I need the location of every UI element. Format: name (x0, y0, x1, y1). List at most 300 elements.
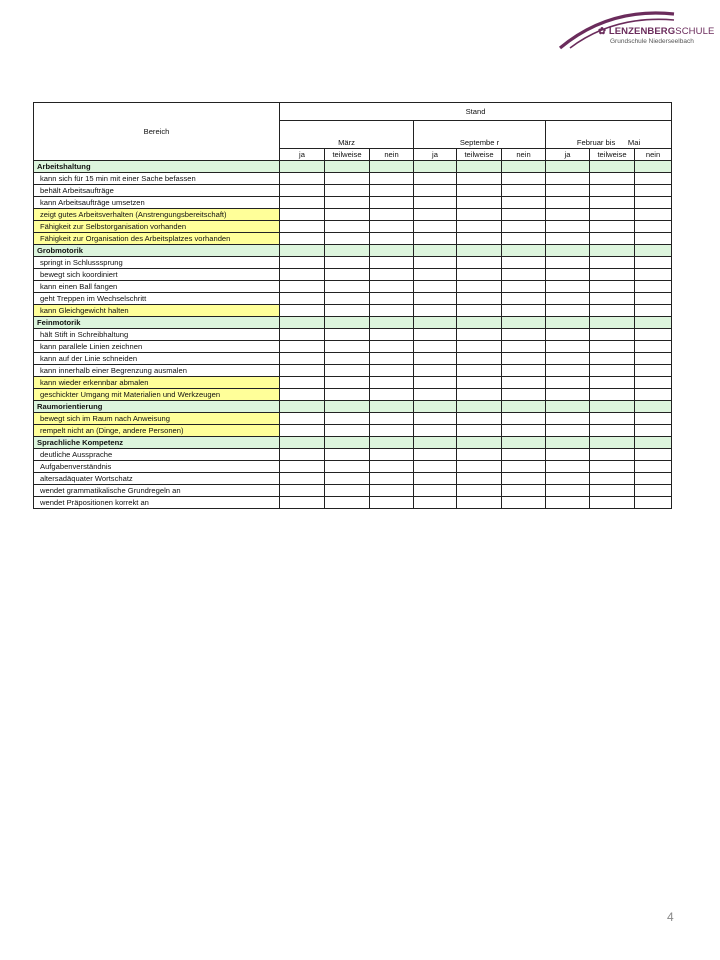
rating-cell[interactable] (590, 353, 635, 365)
rating-cell[interactable] (280, 449, 325, 461)
rating-cell[interactable] (414, 269, 457, 281)
rating-cell[interactable] (280, 389, 325, 401)
rating-cell[interactable] (370, 161, 414, 173)
rating-cell[interactable] (457, 365, 502, 377)
sub-column-header: teilweise (590, 149, 635, 161)
rating-cell[interactable] (635, 305, 672, 317)
rating-cell[interactable] (280, 281, 325, 293)
rating-cell[interactable] (457, 377, 502, 389)
rating-cell[interactable] (546, 473, 590, 485)
rating-cell[interactable] (502, 281, 546, 293)
rating-cell[interactable] (370, 185, 414, 197)
rating-cell[interactable] (414, 173, 457, 185)
assessment-table (33, 102, 672, 509)
rating-cell[interactable] (280, 437, 325, 449)
rating-cell[interactable] (546, 401, 590, 413)
rating-cell[interactable] (457, 185, 502, 197)
rating-cell[interactable] (546, 281, 590, 293)
rating-cell[interactable] (370, 437, 414, 449)
criterion-label: kann sich für 15 min mit einer Sache befassen (34, 173, 280, 185)
rating-cell[interactable] (590, 389, 635, 401)
rating-cell[interactable] (414, 365, 457, 377)
rating-cell[interactable] (590, 437, 635, 449)
table-row (34, 449, 672, 461)
rating-cell[interactable] (280, 497, 325, 509)
rating-cell[interactable] (414, 413, 457, 425)
rating-cell[interactable] (546, 329, 590, 341)
rating-cell[interactable] (590, 197, 635, 209)
criterion-label: kann innerhalb einer Begrenzung ausmalen (34, 365, 280, 377)
rating-cell[interactable] (457, 257, 502, 269)
rating-cell[interactable] (414, 353, 457, 365)
rating-cell[interactable] (457, 497, 502, 509)
rating-cell[interactable] (635, 389, 672, 401)
rating-cell[interactable] (635, 437, 672, 449)
rating-cell[interactable] (502, 377, 546, 389)
rating-cell[interactable] (635, 365, 672, 377)
rating-cell[interactable] (546, 425, 590, 437)
rating-cell[interactable] (590, 485, 635, 497)
rating-cell[interactable] (502, 449, 546, 461)
rating-cell[interactable] (635, 485, 672, 497)
rating-cell[interactable] (370, 473, 414, 485)
rating-cell[interactable] (590, 305, 635, 317)
rating-cell[interactable] (280, 233, 325, 245)
rating-cell[interactable] (280, 413, 325, 425)
rating-cell[interactable] (280, 245, 325, 257)
rating-cell[interactable] (414, 461, 457, 473)
page-number: 4 (667, 910, 674, 924)
rating-cell[interactable] (325, 161, 370, 173)
rating-cell[interactable] (370, 365, 414, 377)
table-row (34, 353, 672, 365)
rating-cell[interactable] (370, 485, 414, 497)
rating-cell[interactable] (502, 425, 546, 437)
rating-cell[interactable] (590, 185, 635, 197)
rating-cell[interactable] (502, 485, 546, 497)
sub-column-header: ja (414, 149, 457, 161)
rating-cell[interactable] (370, 281, 414, 293)
rating-cell[interactable] (590, 269, 635, 281)
rating-cell[interactable] (590, 293, 635, 305)
rating-cell[interactable] (280, 401, 325, 413)
rating-cell[interactable] (502, 269, 546, 281)
rating-cell[interactable] (502, 329, 546, 341)
rating-cell[interactable] (546, 353, 590, 365)
rating-cell[interactable] (635, 233, 672, 245)
rating-cell[interactable] (414, 185, 457, 197)
criterion-label: behält Arbeitsaufträge (34, 185, 280, 197)
rating-cell[interactable] (635, 209, 672, 221)
rating-cell[interactable] (370, 341, 414, 353)
rating-cell[interactable] (546, 209, 590, 221)
rating-cell[interactable] (546, 449, 590, 461)
sub-column-header: nein (635, 149, 672, 161)
section-row (34, 401, 672, 413)
rating-cell[interactable] (635, 401, 672, 413)
rating-cell[interactable] (546, 161, 590, 173)
rating-cell[interactable] (370, 461, 414, 473)
rating-cell[interactable] (370, 497, 414, 509)
rating-cell[interactable] (280, 365, 325, 377)
rating-cell[interactable] (502, 161, 546, 173)
rating-cell[interactable] (502, 341, 546, 353)
rating-cell[interactable] (502, 413, 546, 425)
rating-cell[interactable] (325, 293, 370, 305)
table-row (34, 257, 672, 269)
criterion-label: bewegt sich koordiniert (34, 269, 280, 281)
table-row (34, 485, 672, 497)
rating-cell[interactable] (457, 281, 502, 293)
rating-cell[interactable] (414, 341, 457, 353)
rating-cell[interactable] (635, 281, 672, 293)
rating-cell[interactable] (457, 233, 502, 245)
rating-cell[interactable] (414, 245, 457, 257)
section-row (34, 245, 672, 257)
rating-cell[interactable] (325, 281, 370, 293)
rating-cell[interactable] (370, 425, 414, 437)
rating-cell[interactable] (280, 209, 325, 221)
rating-cell[interactable] (635, 329, 672, 341)
logo-brand-bold: LENZENBERG (608, 26, 676, 37)
rating-cell[interactable] (546, 377, 590, 389)
rating-cell[interactable] (502, 401, 546, 413)
rating-cell[interactable] (325, 473, 370, 485)
rating-cell[interactable] (414, 437, 457, 449)
rating-cell[interactable] (414, 329, 457, 341)
rating-cell[interactable] (280, 353, 325, 365)
rating-cell[interactable] (280, 269, 325, 281)
rating-cell[interactable] (325, 233, 370, 245)
rating-cell[interactable] (457, 221, 502, 233)
rating-cell[interactable] (590, 449, 635, 461)
rating-cell[interactable] (370, 233, 414, 245)
rating-cell[interactable] (325, 437, 370, 449)
rating-cell[interactable] (370, 257, 414, 269)
rating-cell[interactable] (370, 389, 414, 401)
rating-cell[interactable] (590, 245, 635, 257)
table-row (34, 305, 672, 317)
rating-cell[interactable] (370, 305, 414, 317)
rating-cell[interactable] (590, 233, 635, 245)
rating-cell[interactable] (325, 401, 370, 413)
rating-cell[interactable] (590, 281, 635, 293)
rating-cell[interactable] (635, 449, 672, 461)
rating-cell[interactable] (502, 461, 546, 473)
rating-cell[interactable] (280, 185, 325, 197)
criterion-label: wendet grammatikalische Grundregeln an (34, 485, 280, 497)
rating-cell[interactable] (325, 185, 370, 197)
rating-cell[interactable] (457, 245, 502, 257)
rating-cell[interactable] (590, 221, 635, 233)
criterion-label: altersadäquater Wortschatz (34, 473, 280, 485)
table-row (34, 269, 672, 281)
rating-cell[interactable] (457, 269, 502, 281)
rating-cell[interactable] (370, 245, 414, 257)
rating-cell[interactable] (502, 185, 546, 197)
rating-cell[interactable] (590, 257, 635, 269)
criterion-label: geschickter Umgang mit Materialien und Werkzeugen (34, 389, 280, 401)
rating-cell[interactable] (635, 341, 672, 353)
rating-cell[interactable] (546, 437, 590, 449)
rating-cell[interactable] (590, 173, 635, 185)
rating-cell[interactable] (280, 425, 325, 437)
table-row (34, 173, 672, 185)
rating-cell[interactable] (370, 293, 414, 305)
rating-cell[interactable] (414, 497, 457, 509)
rating-cell[interactable] (325, 305, 370, 317)
rating-cell[interactable] (457, 173, 502, 185)
rating-cell[interactable] (457, 161, 502, 173)
rating-cell[interactable] (546, 245, 590, 257)
rating-cell[interactable] (457, 389, 502, 401)
rating-cell[interactable] (414, 449, 457, 461)
rating-cell[interactable] (635, 173, 672, 185)
criterion-label: geht Treppen im Wechselschritt (34, 293, 280, 305)
rating-cell[interactable] (635, 245, 672, 257)
rating-cell[interactable] (590, 341, 635, 353)
rating-cell[interactable] (325, 173, 370, 185)
rating-cell[interactable] (325, 317, 370, 329)
rating-cell[interactable] (546, 389, 590, 401)
rating-cell[interactable] (414, 305, 457, 317)
rating-cell[interactable] (325, 389, 370, 401)
rating-cell[interactable] (546, 173, 590, 185)
sub-column-header: teilweise (325, 149, 370, 161)
rating-cell[interactable] (325, 353, 370, 365)
rating-cell[interactable] (280, 197, 325, 209)
rating-cell[interactable] (457, 341, 502, 353)
rating-cell[interactable] (590, 317, 635, 329)
rating-cell[interactable] (546, 341, 590, 353)
rating-cell[interactable] (457, 329, 502, 341)
rating-cell[interactable] (635, 185, 672, 197)
rating-cell[interactable] (590, 425, 635, 437)
rating-cell[interactable] (635, 317, 672, 329)
rating-cell[interactable] (635, 293, 672, 305)
rating-cell[interactable] (635, 497, 672, 509)
rating-cell[interactable] (635, 269, 672, 281)
rating-cell[interactable] (546, 257, 590, 269)
rating-cell[interactable] (280, 341, 325, 353)
rating-cell[interactable] (325, 485, 370, 497)
rating-cell[interactable] (457, 437, 502, 449)
rating-cell[interactable] (370, 209, 414, 221)
rating-cell[interactable] (457, 413, 502, 425)
rating-cell[interactable] (414, 161, 457, 173)
rating-cell[interactable] (414, 197, 457, 209)
sub-column-header: ja (546, 149, 590, 161)
rating-cell[interactable] (635, 257, 672, 269)
rating-cell[interactable] (325, 413, 370, 425)
rating-cell[interactable] (502, 209, 546, 221)
rating-cell[interactable] (502, 245, 546, 257)
rating-cell[interactable] (635, 161, 672, 173)
rating-cell[interactable] (325, 377, 370, 389)
criterion-label: wendet Präpositionen korrekt an (34, 497, 280, 509)
rating-cell[interactable] (635, 353, 672, 365)
rating-cell[interactable] (590, 497, 635, 509)
table-row (34, 233, 672, 245)
criterion-label: kann parallele Linien zeichnen (34, 341, 280, 353)
rating-cell[interactable] (325, 257, 370, 269)
rating-cell[interactable] (280, 317, 325, 329)
rating-cell[interactable] (280, 473, 325, 485)
month-header-september: Septembe r (414, 121, 546, 149)
rating-cell[interactable] (325, 221, 370, 233)
rating-cell[interactable] (457, 209, 502, 221)
rating-cell[interactable] (370, 317, 414, 329)
section-label: Feinmotorik (34, 317, 280, 329)
rating-cell[interactable] (370, 377, 414, 389)
rating-cell[interactable] (635, 197, 672, 209)
rating-cell[interactable] (414, 209, 457, 221)
rating-cell[interactable] (590, 461, 635, 473)
rating-cell[interactable] (280, 293, 325, 305)
rating-cell[interactable] (414, 485, 457, 497)
rating-cell[interactable] (325, 245, 370, 257)
rating-cell[interactable] (370, 401, 414, 413)
rating-cell[interactable] (502, 473, 546, 485)
rating-cell[interactable] (502, 305, 546, 317)
rating-cell[interactable] (325, 497, 370, 509)
rating-cell[interactable] (546, 461, 590, 473)
table-row (34, 473, 672, 485)
rating-cell[interactable] (280, 485, 325, 497)
rating-cell[interactable] (546, 197, 590, 209)
rating-cell[interactable] (325, 209, 370, 221)
rating-cell[interactable] (457, 425, 502, 437)
rating-cell[interactable] (590, 161, 635, 173)
rating-cell[interactable] (280, 257, 325, 269)
rating-cell[interactable] (414, 377, 457, 389)
rating-cell[interactable] (546, 305, 590, 317)
rating-cell[interactable] (414, 257, 457, 269)
rating-cell[interactable] (280, 329, 325, 341)
rating-cell[interactable] (502, 497, 546, 509)
rating-cell[interactable] (325, 425, 370, 437)
rating-cell[interactable] (414, 389, 457, 401)
rating-cell[interactable] (502, 317, 546, 329)
rating-cell[interactable] (414, 233, 457, 245)
rating-cell[interactable] (457, 485, 502, 497)
table-row (34, 377, 672, 389)
rating-cell[interactable] (546, 233, 590, 245)
rating-cell[interactable] (590, 377, 635, 389)
rating-cell[interactable] (546, 365, 590, 377)
rating-cell[interactable] (370, 329, 414, 341)
rating-cell[interactable] (370, 269, 414, 281)
rating-cell[interactable] (280, 377, 325, 389)
rating-cell[interactable] (457, 449, 502, 461)
rating-cell[interactable] (325, 461, 370, 473)
rating-cell[interactable] (414, 317, 457, 329)
rating-cell[interactable] (546, 497, 590, 509)
rating-cell[interactable] (502, 257, 546, 269)
rating-cell[interactable] (502, 437, 546, 449)
rating-cell[interactable] (457, 305, 502, 317)
criterion-label: deutliche Aussprache (34, 449, 280, 461)
rating-cell[interactable] (502, 233, 546, 245)
criterion-label: kann einen Ball fangen (34, 281, 280, 293)
rating-cell[interactable] (457, 197, 502, 209)
table-row (34, 185, 672, 197)
rating-cell[interactable] (457, 461, 502, 473)
rating-cell[interactable] (635, 377, 672, 389)
rating-cell[interactable] (457, 473, 502, 485)
rating-cell[interactable] (325, 269, 370, 281)
rating-cell[interactable] (546, 317, 590, 329)
rating-cell[interactable] (590, 413, 635, 425)
rating-cell[interactable] (370, 173, 414, 185)
rating-cell[interactable] (414, 221, 457, 233)
rating-cell[interactable] (590, 473, 635, 485)
rating-cell[interactable] (457, 353, 502, 365)
rating-cell[interactable] (280, 161, 325, 173)
rating-cell[interactable] (546, 221, 590, 233)
rating-cell[interactable] (590, 365, 635, 377)
rating-cell[interactable] (546, 293, 590, 305)
rating-cell[interactable] (280, 173, 325, 185)
rating-cell[interactable] (414, 473, 457, 485)
table-body (34, 161, 672, 509)
rating-cell[interactable] (414, 293, 457, 305)
rating-cell[interactable] (635, 413, 672, 425)
rating-cell[interactable] (457, 293, 502, 305)
rating-cell[interactable] (414, 401, 457, 413)
rating-cell[interactable] (546, 413, 590, 425)
rating-cell[interactable] (325, 341, 370, 353)
rating-cell[interactable] (325, 197, 370, 209)
rating-cell[interactable] (502, 389, 546, 401)
rating-cell[interactable] (325, 449, 370, 461)
rating-cell[interactable] (635, 461, 672, 473)
rating-cell[interactable] (546, 185, 590, 197)
rating-cell[interactable] (370, 353, 414, 365)
rating-cell[interactable] (590, 401, 635, 413)
rating-cell[interactable] (325, 329, 370, 341)
rating-cell[interactable] (546, 485, 590, 497)
rating-cell[interactable] (414, 425, 457, 437)
rating-cell[interactable] (635, 221, 672, 233)
logo-brand-light: SCHULE (675, 26, 715, 37)
rating-cell[interactable] (457, 317, 502, 329)
rating-cell[interactable] (280, 305, 325, 317)
rating-cell[interactable] (502, 197, 546, 209)
rating-cell[interactable] (414, 281, 457, 293)
rating-cell[interactable] (370, 413, 414, 425)
rating-cell[interactable] (590, 329, 635, 341)
rating-cell[interactable] (370, 449, 414, 461)
rating-cell[interactable] (502, 293, 546, 305)
rating-cell[interactable] (325, 365, 370, 377)
rating-cell[interactable] (635, 425, 672, 437)
rating-cell[interactable] (502, 353, 546, 365)
rating-cell[interactable] (590, 209, 635, 221)
rating-cell[interactable] (280, 221, 325, 233)
rating-cell[interactable] (502, 221, 546, 233)
rating-cell[interactable] (280, 461, 325, 473)
rating-cell[interactable] (502, 365, 546, 377)
rating-cell[interactable] (457, 401, 502, 413)
rating-cell[interactable] (635, 473, 672, 485)
rating-cell[interactable] (546, 269, 590, 281)
rating-cell[interactable] (370, 221, 414, 233)
rating-cell[interactable] (502, 173, 546, 185)
stand-header: Stand (280, 103, 672, 121)
rating-cell[interactable] (370, 197, 414, 209)
section-label: Sprachliche Kompetenz (34, 437, 280, 449)
